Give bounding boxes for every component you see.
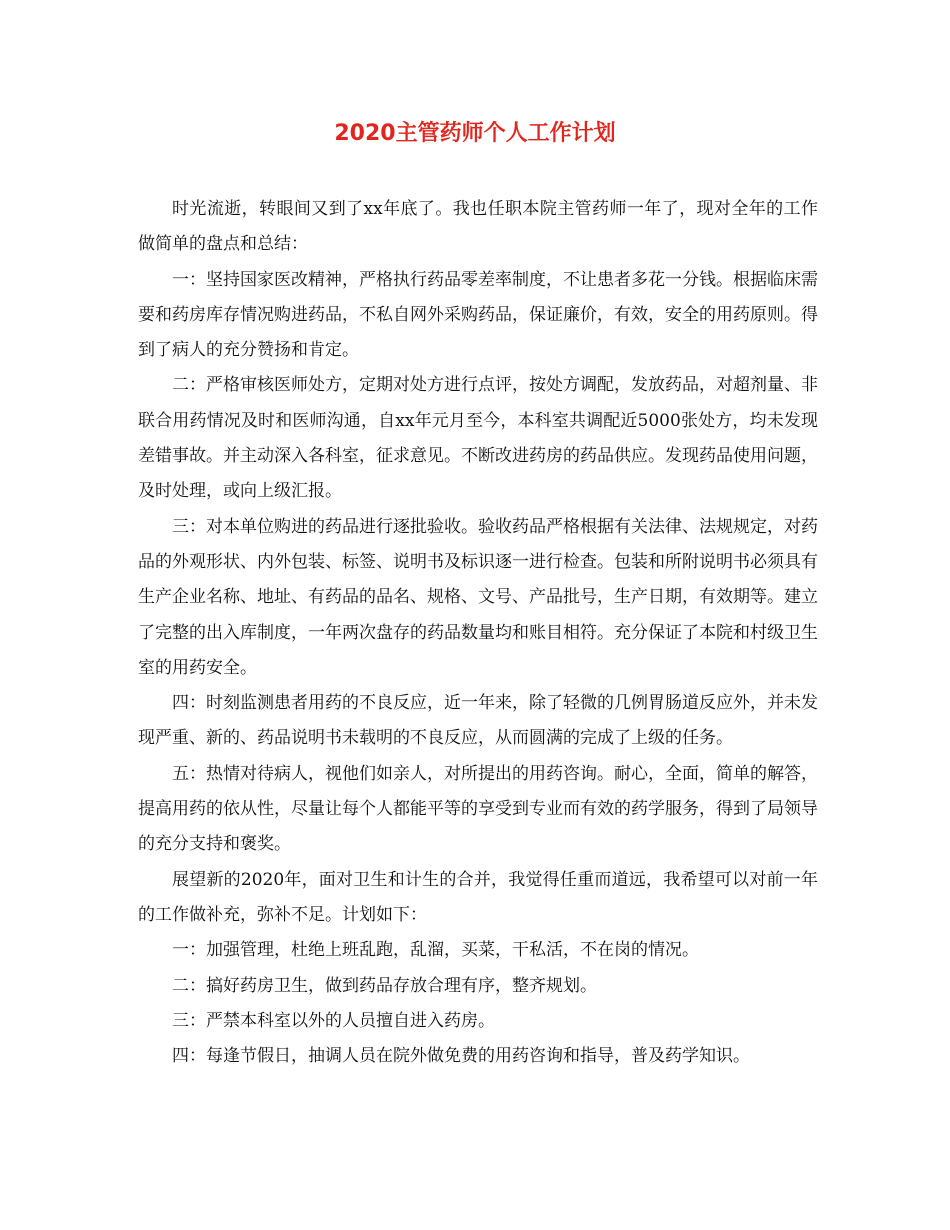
paragraph-plan-4: 四：每逢节假日，抽调人员在院外做免费的用药咨询和指导，普及药学知识。 [172, 1046, 750, 1067]
paragraph-summary-2: 二：严格审核医师处方，定期对处方进行点评，按处方调配，发放药品，对超剂量、非联合用药情况及时和医师沟通，自xx年元月至今，本科室共调配近5000张处方，均未发现差错事故。并主动深入各科室，征求意见。不断改进药房的药品供应。发现药品使用问题，及时处理，或向上级汇报。 [138, 375, 818, 502]
document-body [138, 192, 818, 1074]
paragraph-summary-5: 五：热情对待病人，视他们如亲人，对所提出的用药咨询。耐心，全面，简单的解答，提高用药的依从性，尽量让每个人都能平等的享受到专业而有效的药学服务，得到了局领导的充分支持和褒奖。 [138, 763, 818, 855]
paragraph-intro: 时光流逝，转眼间又到了xx年底了。我也任职本院主管药师一年了，现对全年的工作做简单的盘点和总结： [138, 199, 818, 255]
paragraph-outlook: 展望新的2020年，面对卫生和计生的合并，我觉得任重而道远，我希望可以对前一年的工作做补充，弥补不足。计划如下： [138, 869, 818, 925]
paragraph-plan-3: 三：严禁本科室以外的人员擅自进入药房。 [172, 1010, 495, 1031]
paragraph-summary-1: 一：坚持国家医改精神，严格执行药品零差率制度，不让患者多花一分钱。根据临床需要和药房库存情况购进药品，不私自网外采购药品，保证廉价，有效，安全的用药原则。得到了病人的充分赞扬和肯定。 [138, 269, 818, 361]
paragraph-summary-4: 四：时刻监测患者用药的不良反应，近一年来，除了轻微的几例胃肠道反应外，并未发现严重、新的、药品说明书未载明的不良反应，从而圆满的完成了上级的任务。 [138, 693, 818, 749]
paragraph-summary-3: 三：对本单位购进的药品进行逐批验收。验收药品严格根据有关法律、法规规定，对药品的外观形状、内外包装、标签、说明书及标识逐一进行检查。包装和所附说明书必须具有生产企业名称、地址、有药品的品名、规格、文号、产品批号，生产日期，有效期等。建立了完整的出入库制度，一年两次盘存的药品数量均和账目相符。充分保证了本院和村级卫生室的用药安全。 [138, 516, 818, 678]
document-title: 2020主管药师个人工作计划 [334, 121, 616, 146]
paragraph-plan-1: 一：加强管理，杜绝上班乱跑，乱溜，买菜，干私活，不在岗的情况。 [172, 940, 699, 961]
paragraph-plan-2: 二：搞好药房卫生，做到药品存放合理有序，整齐规划。 [172, 975, 597, 996]
